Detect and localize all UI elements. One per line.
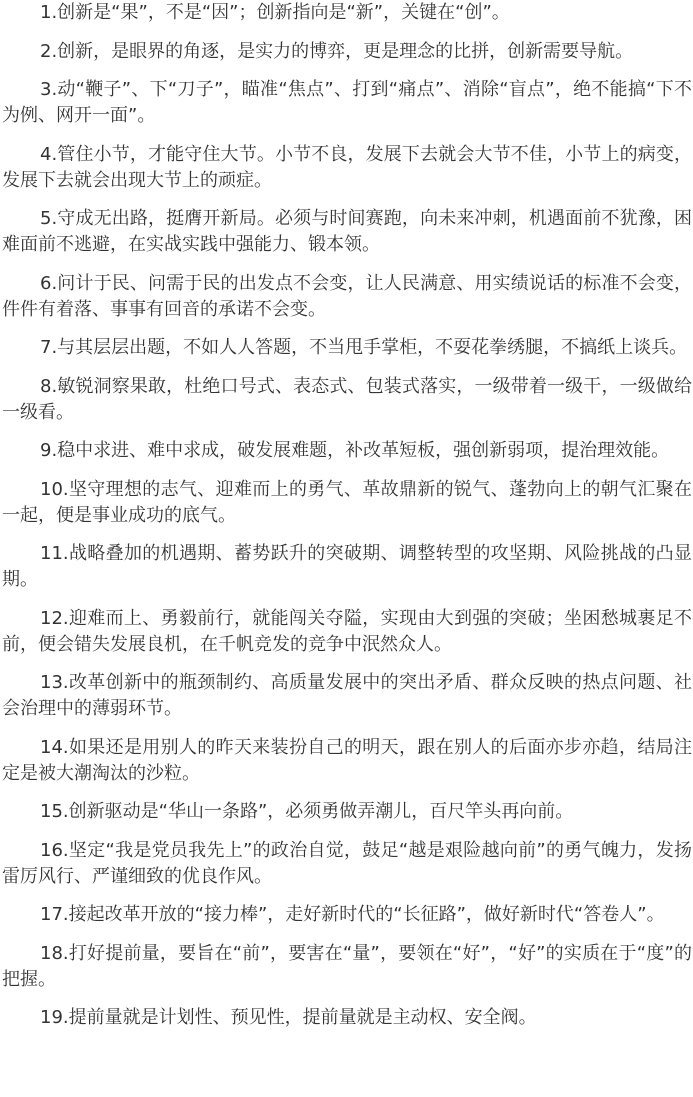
list-item: 18.打好提前量，要旨在“前”，要害在“量”，要领在“好”，“好”的实质在于“度”的把握。	[2, 942, 692, 990]
list-item: 1.创新是“果”，不是“因”；创新指向是“新”，关键在“创”。	[40, 2, 510, 23]
list-item: 11.战略叠加的机遇期、蓄势跃升的突破期、调整转型的攻坚期、风险挑战的凸显期。	[2, 543, 692, 590]
list-item: 13.改革创新中的瓶颈制约、高质量发展中的突出矛盾、群众反映的热点问题、社会治理中的薄弱环节。	[2, 672, 692, 719]
list-item: 3.动“鞭子”、下“刀子”，瞄准“焦点”、打到“痛点”、消除“盲点”，绝不能搞“下不为例、网开一面”。	[2, 79, 692, 126]
list-item: 12.迎难而上、勇毅前行，就能闯关夺隘，实现由大到强的突破；坐困愁城裹足不前，便会错失发展良机，在千帆竞发的竞争中泯然众人。	[2, 607, 692, 655]
list-item: 16.坚定“我是党员我先上”的政治自觉，鼓足“越是艰险越向前”的勇气魄力，发扬雷厉风行、严谨细致的优良作风。	[2, 839, 692, 887]
list-item: 6.问计于民、问需于民的出发点不会变，让人民满意、用实绩说话的标准不会变，件件有着落、事事有回音的承诺不会变。	[2, 272, 692, 320]
list-item: 2.创新，是眼界的角逐，是实力的博弈，更是理念的比拼，创新需要导航。	[40, 40, 634, 62]
list-item: 15.创新驱动是“华山一条路”，必须勇做弄潮儿，百尺竿头再向前。	[40, 801, 574, 822]
list-item: 5.守成无出路，挺膺开新局。必须与时间赛跑，向未来冲刺，机遇面前不犹豫，困难面前不逃避，在实战实践中强能力、锻本领。	[2, 208, 692, 255]
list-item: 19.提前量就是计划性、预见性，提前量就是主动权、安全阀。	[40, 1007, 537, 1028]
list-item: 17.接起改革开放的“接力棒”，走好新时代的“长征路”，做好新时代“答卷人”。	[40, 904, 665, 925]
list-item: 9.稳中求进、难中求成，破发展难题，补改革短板，强创新弱项，提治理效能。	[40, 440, 670, 461]
list-item: 8.敏锐洞察果敢，杜绝口号式、表态式、包装式落实，一级带着一级干，一级做给一级看。	[2, 375, 692, 423]
list-item: 7.与其层层出题，不如人人答题，不当甩手掌柜，不耍花拳绣腿，不搞纸上谈兵。	[40, 337, 688, 358]
list-item: 14.如果还是用别人的昨天来装扮自己的明天，跟在别人的后面亦步亦趋，结局注定是被大潮淘汰的沙粒。	[2, 736, 692, 784]
list-item: 4.管住小节，才能守住大节。小节不良，发展下去就会大节不佳，小节上的病变，发展下去就会出现大节上的顽症。	[2, 143, 692, 191]
list-item: 10.坚守理想的志气、迎难而上的勇气、革故鼎新的锐气、蓬勃向上的朝气汇聚在一起，便是事业成功的底气。	[2, 478, 692, 526]
